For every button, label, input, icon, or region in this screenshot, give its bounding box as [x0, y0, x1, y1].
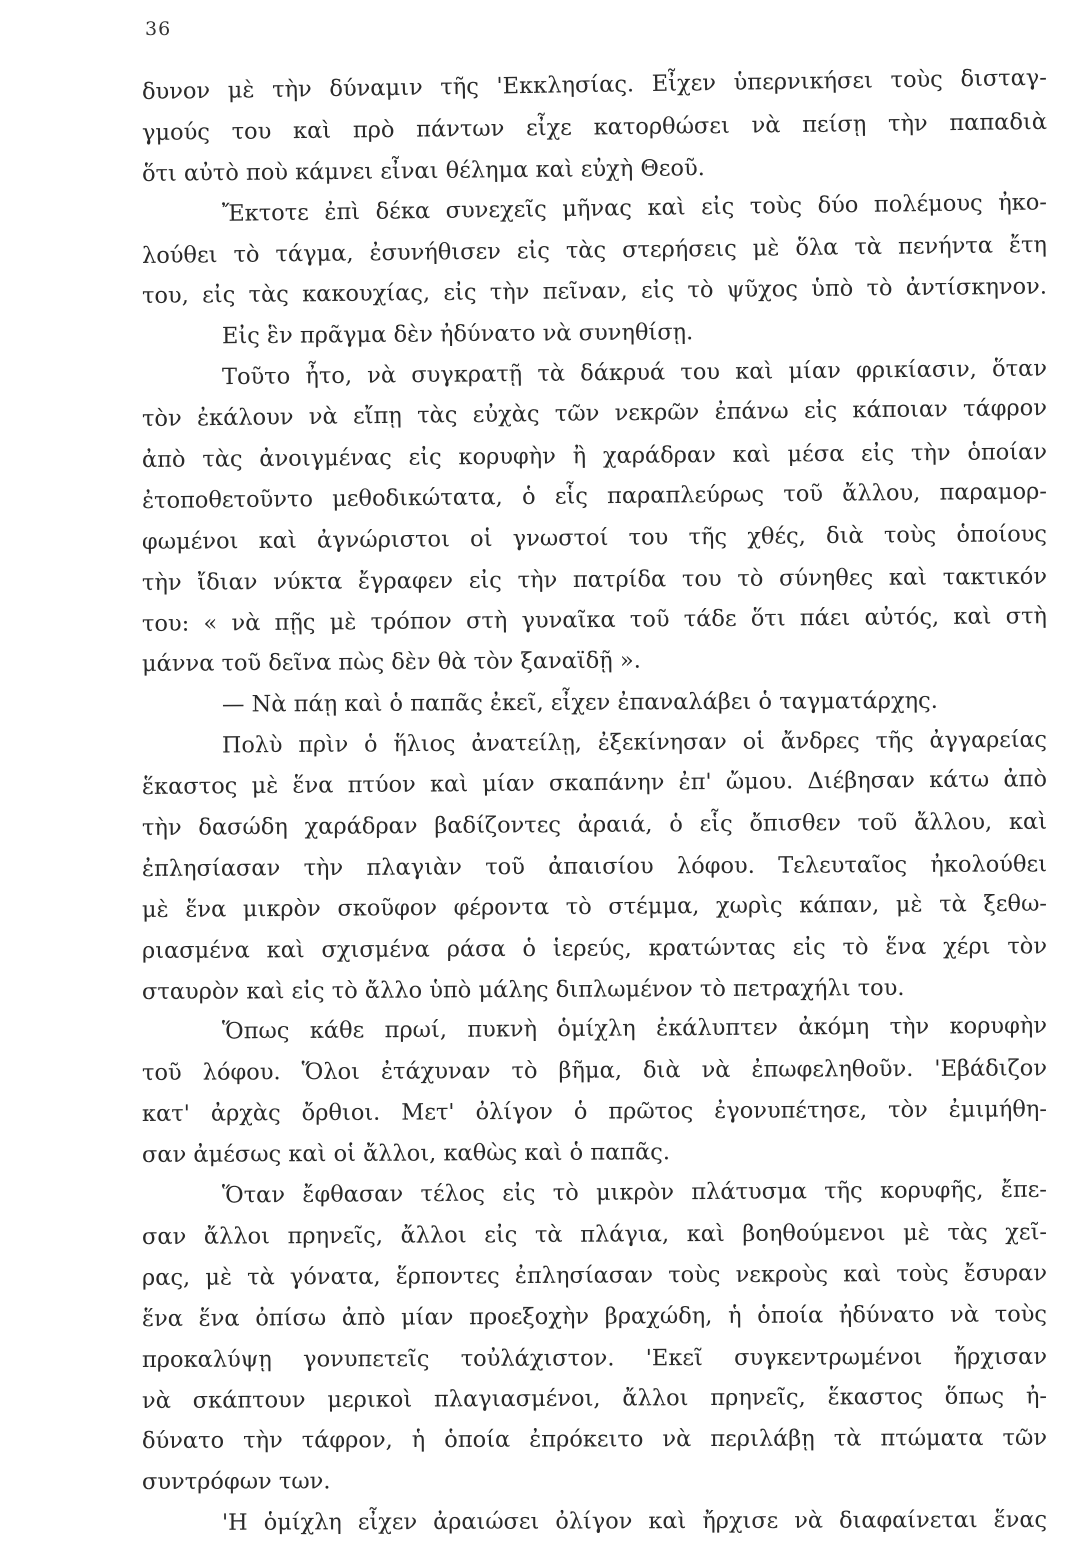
text-line: τὸν ἐκάλουν νὰ εἴπῃ τὰς εὐχὰς τῶν νεκρῶν ἐπάνω εἰς κάποιαν τάφρον [141, 395, 1048, 433]
text-line: τοῦ λόφου. Ὅλοι ἐτάχυναν τὸ βῆμα, διὰ νὰ ἐπωφεληθοῦν. 'Εβάδιζον [141, 1055, 1048, 1087]
text-line: γμούς του καὶ πρὸ πάντων εἶχε κατορθώσει νὰ πείσῃ τὴν παπαδιὰ [141, 108, 1048, 146]
text-line: 'Η ὁμίχλη εἶχεν ἀραιώσει ὀλίγον καὶ ἤρχισε νὰ διαφαίνεται ἕνας [221, 1507, 1048, 1536]
text-line: φωμένοι καὶ ἀγνώριστοι οἱ γνωστοί του τῆς χθές, διὰ τοὺς ὁποίους [141, 520, 1048, 555]
text-line: μάννα τοῦ δεῖνα πὼς δὲν θὰ τὸν ξαναϊδῇ ». [141, 647, 641, 678]
text-line: σταυρὸν καὶ εἰς τὸ ἄλλο ὑπὸ μάλης διπλωμένον τὸ πετραχήλι του. [141, 974, 905, 1005]
text-line: ἕνα ἕνα ὀπίσω ἀπὸ μίαν προεξοχὴν βραχώδη, ἡ ὁποία ἠδύνατο νὰ τοὺς [141, 1300, 1048, 1332]
text-line: λούθει τὸ τάγμα, ἐσυνήθισεν εἰς τὰς στερήσεις μὲ ὅλα τὰ πενήντα ἔτη [141, 231, 1048, 269]
text-line: κατ' ἀρχὰς ὄρθιοι. Μετ' ὀλίγον ὁ πρῶτος ἐγονυπέτησε, τὸν ἐμιμήθη- [141, 1096, 1048, 1128]
text-line: ὅτι αὐτὸ ποὺ κάμνει εἶναι θέλημα καὶ εὐχὴ Θεοῦ. [141, 154, 705, 187]
page-number: 36 [145, 18, 172, 40]
text-line: ἕκαστος μὲ ἕνα πτύον καὶ μίαν σκαπάνην ἐπ' ὤμου. Διέβησαν κάτω ἀπὸ [141, 766, 1048, 801]
text-line: του: « νὰ πῇς μὲ τρόπον στὴ γυναῖκα τοῦ τάδε ὅτι πάει αὐτός, καὶ στὴ [141, 602, 1048, 637]
text-line: τὴν ἴδιαν νύκτα ἔγραφεν εἰς τὴν πατρίδα του τὸ σύνηθες καὶ τακτικόν [141, 563, 1048, 596]
text-line: ριασμένα καὶ σχισμένα ράσα ὁ ἱερεύς, κρατώντας εἰς τὸ ἕνα χέρι τὸν [141, 932, 1048, 964]
text-line: δύνατο τὴν τάφρον, ἡ ὁποία ἐπρόκειτο νὰ περιλάβῃ τὰ πτώματα τῶν [141, 1425, 1048, 1455]
text-line: σαν ἄλλοι πρηνεῖς, ἄλλοι εἰς τὰ πλάγια, καὶ βοηθούμενοι μὲ τὰς χεῖ- [141, 1219, 1048, 1250]
text-line: Ἔκτοτε ἐπὶ δέκα συνεχεῖς μῆνας καὶ εἰς τοὺς δύο πολέμους ἠκο- [221, 189, 1048, 227]
text-line: ἐτοποθετοῦντο μεθοδικώτατα, ὁ εἷς παραπλεύρως τοῦ ἄλλου, παραμορ- [141, 478, 1048, 514]
text-line: — Νὰ πάῃ καὶ ὁ παπᾶς ἐκεῖ, εἶχεν ἐπαναλάβει ὁ ταγματάρχης. [221, 688, 938, 718]
text-line: ἀπὸ τὰς ἀνοιγμένας εἰς κορυφὴν ἢ χαράδραν καὶ μέσα εἰς τὴν ὁποίαν [141, 439, 1048, 474]
text-line: Τοῦτο ἦτο, νὰ συγκρατῇ τὰ δάκρυά του καὶ μίαν φρικίασιν, ὅταν [221, 355, 1048, 391]
text-line: προκαλύψῃ γονυπετεῖς τοὐλάχιστον. 'Εκεῖ συγκεντρωμένοι ἤρχισαν [141, 1343, 1048, 1373]
text-line: Ὅταν ἔφθασαν τέλος εἰς τὸ μικρὸν πλάτυσμα τῆς κορυφῆς, ἔπε- [221, 1176, 1048, 1209]
text-line: ἐπλησίασαν τὴν πλαγιὰν τοῦ ἀπαισίου λόφου. Τελευταῖος ἠκολούθει [141, 851, 1048, 882]
body-text [141, 64, 1048, 1544]
text-line: Εἰς ἓν πρᾶγμα δὲν ἠδύνατο νὰ συνηθίσῃ. [221, 319, 694, 350]
text-line: Ὅπως κάθε πρωί, πυκνὴ ὁμίχλη ἐκάλυπτεν ἀκόμη τὴν κορυφὴν [221, 1013, 1048, 1045]
text-line: συντρόφων των. [141, 1468, 331, 1496]
text-line: σαν ἀμέσως καὶ οἱ ἄλλοι, καθὼς καὶ ὁ παπᾶς. [141, 1139, 671, 1169]
text-line: Πολὺ πρὶν ὁ ἥλιος ἀνατείλῃ, ἐξεκίνησαν οἱ ἄνδρες τῆς ἀγγαρείας [221, 726, 1048, 759]
text-line: δυνον μὲ τὴν δύναμιν τῆς 'Εκκλησίας. Εἶχεν ὑπερνικήσει τοὺς δισταγ- [141, 64, 1048, 105]
text-line: ρας, μὲ τὰ γόνατα, ἕρποντες ἐπλησίασαν τοὺς νεκροὺς καὶ τοὺς ἔσυραν [141, 1260, 1048, 1291]
text-line: μὲ ἕνα μικρὸν σκοῦφον φέροντα τὸ στέμμα, χωρὶς κάπαν, μὲ τὰ ξεθω- [141, 890, 1048, 923]
text-line: νὰ σκάπτουν μερικοὶ πλαγιασμένοι, ἄλλοι πρηνεῖς, ἕκαστος ὅπως ἠ- [141, 1382, 1048, 1414]
text-line: του, εἰς τὰς κακουχίας, εἰς τὴν πεῖναν, εἰς τὸ ψῦχος ὑπὸ τὸ ἀντίσκηνον. [141, 273, 1048, 310]
text-line: τὴν δασώδη χαράδραν βαδίζοντες ἀραιά, ὁ εἷς ὄπισθεν τοῦ ἄλλου, καὶ [141, 808, 1048, 842]
